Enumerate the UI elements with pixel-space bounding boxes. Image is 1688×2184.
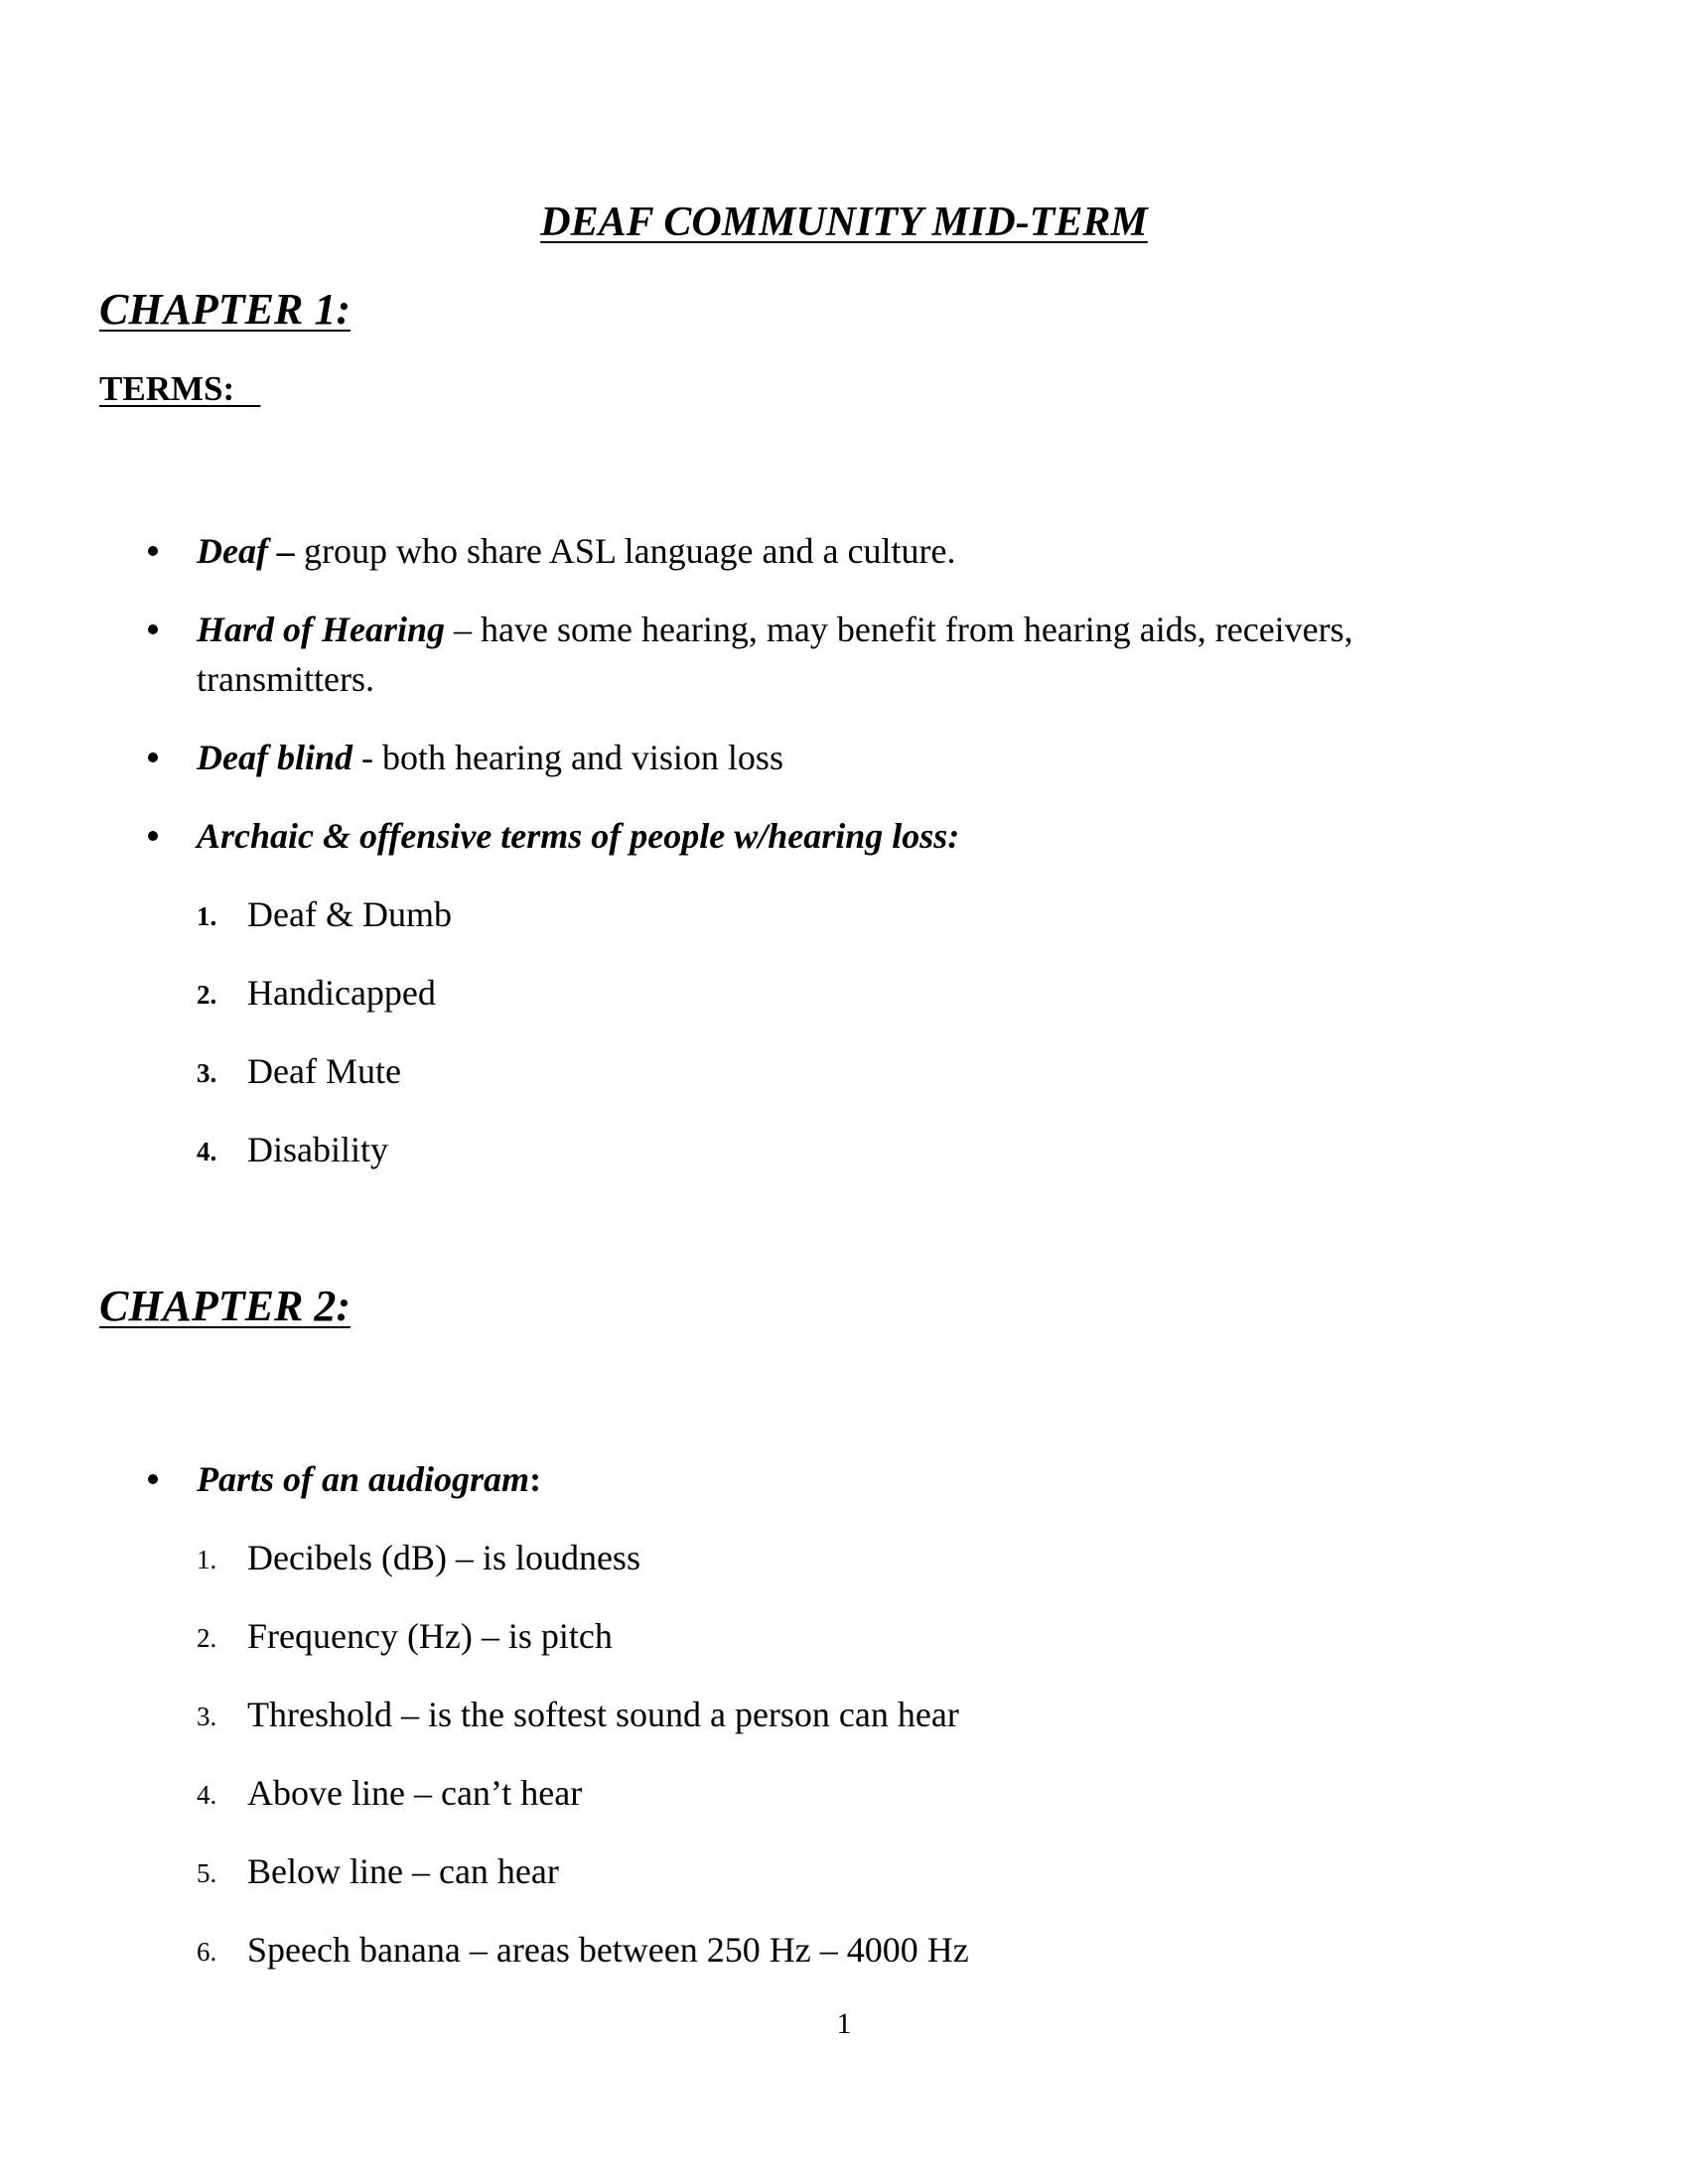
list-item xyxy=(197,605,1353,704)
list-item xyxy=(197,733,783,782)
list-item: Deaf Mute xyxy=(247,1051,401,1091)
list-number: 3. xyxy=(197,1058,217,1088)
list-item xyxy=(197,526,955,576)
bullet-icon xyxy=(148,831,158,841)
list-item: Handicapped xyxy=(247,973,436,1013)
term-label: Deaf blind xyxy=(197,738,352,777)
page-title: DEAF COMMUNITY MID-TERM xyxy=(540,200,1148,245)
list-item: Below line – can hear xyxy=(247,1851,559,1891)
chapter-2-heading: CHAPTER 2: xyxy=(99,1282,352,1330)
list-item: Deaf & Dumb xyxy=(247,894,452,934)
term-label: Hard of Hearing xyxy=(197,610,446,649)
term-colon: : xyxy=(529,1459,542,1499)
list-number: 1. xyxy=(197,901,217,931)
page-number: 1 xyxy=(836,2007,852,2040)
term-definition: - both hearing and vision loss xyxy=(352,738,783,777)
list-item: Threshold – is the softest sound a person can hear xyxy=(247,1695,959,1734)
bullet-icon xyxy=(148,752,158,762)
term-definition-continued: transmitters. xyxy=(197,659,374,699)
term-label: Archaic & offensive terms of people w/hearing loss: xyxy=(197,816,960,856)
list-number: 4. xyxy=(197,1137,217,1166)
list-number: 4. xyxy=(197,1780,217,1810)
chapter-1-heading: CHAPTER 1: xyxy=(99,285,352,334)
bullet-icon xyxy=(148,546,158,556)
list-number: 6. xyxy=(197,1937,217,1967)
bullet-icon xyxy=(148,624,158,634)
list-number: 2. xyxy=(197,980,217,1010)
list-item: Disability xyxy=(247,1130,388,1169)
list-number: 3. xyxy=(197,1702,217,1731)
list-number: 5. xyxy=(197,1858,217,1888)
term-definition: group who share ASL language and a culture. xyxy=(294,531,956,571)
list-number: 1. xyxy=(197,1545,217,1574)
terms-subheading: TERMS: xyxy=(99,369,261,408)
list-item: Speech banana – areas between 250 Hz – 4000 Hz xyxy=(247,1930,969,1970)
list-item: Frequency (Hz) – is pitch xyxy=(247,1616,613,1656)
list-item: Above line – can’t hear xyxy=(247,1773,583,1813)
term-label: Deaf – xyxy=(197,531,295,571)
list-item xyxy=(197,811,959,861)
list-item: Decibels (dB) – is loudness xyxy=(247,1538,640,1577)
list-number: 2. xyxy=(197,1623,217,1653)
term-label: Parts of an audiogram xyxy=(197,1459,530,1499)
bullet-icon xyxy=(148,1474,158,1484)
list-item xyxy=(197,1454,541,1504)
term-definition: – have some hearing, may benefit from hearing aids, receivers, xyxy=(445,610,1353,649)
